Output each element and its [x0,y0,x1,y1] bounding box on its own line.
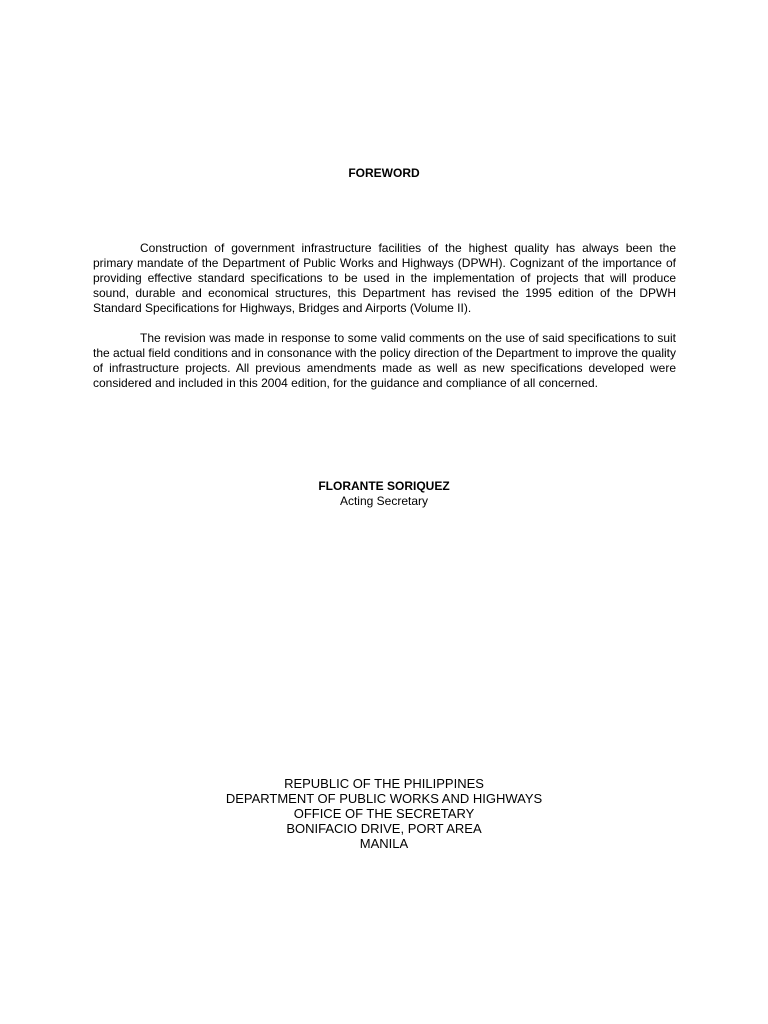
signature-block [0,479,768,509]
signatory-position: Acting Secretary [339,494,429,508]
address-line-city: MANILA [359,836,409,851]
address-line-street: BONIFACIO DRIVE, PORT AREA [286,821,482,836]
address-line-country: REPUBLIC OF THE PHILIPPINES [284,776,484,791]
address-line-department: DEPARTMENT OF PUBLIC WORKS AND HIGHWAYS [225,791,543,806]
signatory-name: FLORANTE SORIQUEZ [318,479,450,493]
foreword-body [93,241,676,406]
office-address [0,776,768,851]
foreword-paragraph-2: The revision was made in response to some valid comments on the use of said specifications to suit the actual field conditions and in consonance with the policy direction of the Department to improve the quality of infrastructure projects. All previous amendments made as well as new specifications developed were considered and included in this 2004 edition, for the guidance and compliance of all concerned. [93,331,677,390]
foreword-paragraph-1: Construction of government infrastructure facilities of the highest quality has always been the primary mandate of the Department of Public Works and Highways (DPWH). Cognizant of the importance of providing effective standard specifications to be used in the implementation of projects that will produce sound, durable and economical structures, this Department has revised the 1995 edition of the DPWH Standard Specifications for Highways, Bridges and Airports (Volume II). [93,241,676,315]
page-title: FOREWORD [348,166,420,180]
address-line-office: OFFICE OF THE SECRETARY [293,806,475,821]
